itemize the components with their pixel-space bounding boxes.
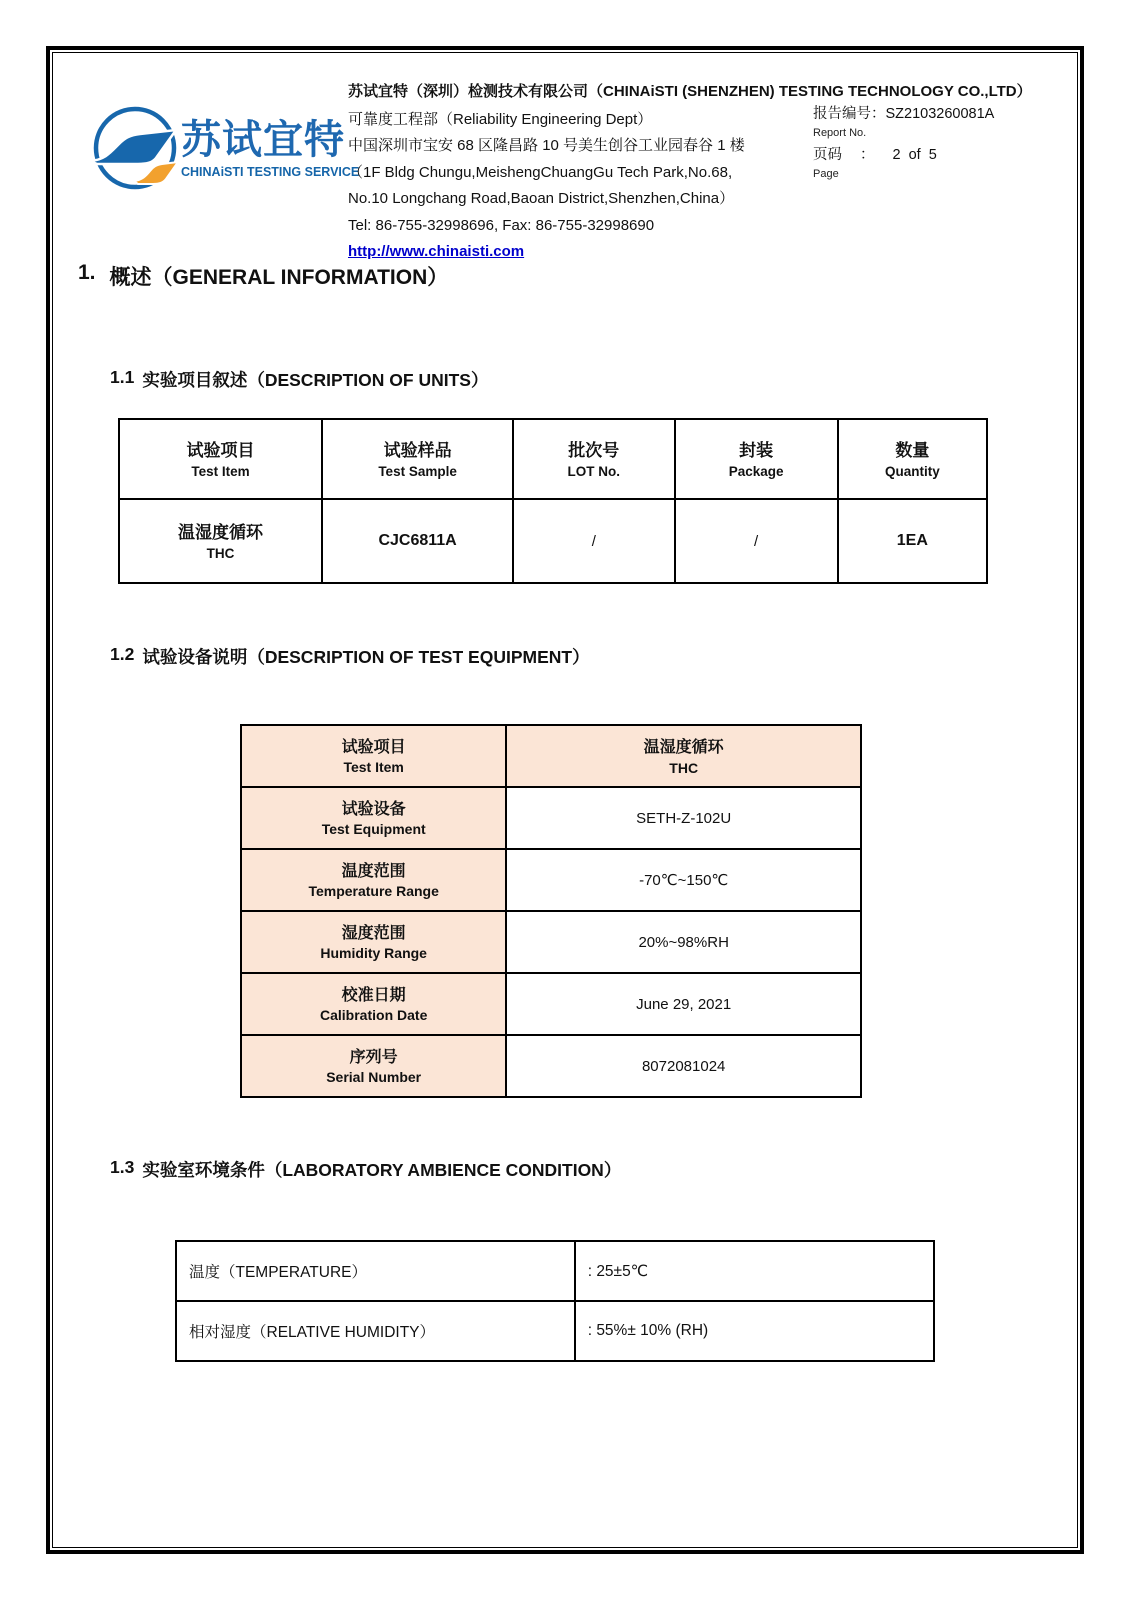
equipment-value-serial-number: 8072081024 bbox=[506, 1035, 861, 1097]
tel-fax-line: Tel: 86-755-32998696, Fax: 86-755-32998690 bbox=[348, 216, 655, 234]
section-1-title: 概述（GENERAL INFORMATION） bbox=[109, 266, 449, 289]
section-1-1-heading bbox=[110, 367, 488, 392]
units-table-header-row bbox=[119, 419, 987, 499]
equipment-value-humidity-range: 20%~98%RH bbox=[506, 911, 861, 973]
units-cell-test-item: 温湿度循环 THC bbox=[119, 499, 322, 583]
website-link[interactable]: http://www.chinaisti.com bbox=[348, 243, 525, 260]
section-1-3-heading bbox=[110, 1157, 621, 1182]
units-cell-test-sample: CJC6811A bbox=[322, 499, 513, 583]
units-header-test-item: 试验项目 Test Item bbox=[119, 419, 322, 499]
equipment-value-calibration-date: June 29, 2021 bbox=[506, 973, 861, 1035]
equipment-value-test-item: 温湿度循环 THC bbox=[506, 725, 861, 787]
address-en-2: No.10 Longchang Road,Baoan District,Shenzhen,China） bbox=[348, 190, 735, 207]
logo-name-en: CHINAiSTI TESTING SERVICE bbox=[181, 165, 360, 179]
equipment-table bbox=[240, 724, 862, 1098]
equipment-value-temperature-range: -70℃~150℃ bbox=[506, 849, 861, 911]
report-no-value: SZ2103260081A bbox=[885, 106, 995, 122]
equipment-row-test-item bbox=[241, 725, 861, 787]
logo-swoosh-orange bbox=[134, 162, 178, 184]
units-table bbox=[118, 418, 988, 584]
units-header-lot-no: 批次号 LOT No. bbox=[513, 419, 674, 499]
page-no-colon: ： bbox=[860, 147, 875, 163]
equipment-row-calibration-date bbox=[241, 973, 861, 1035]
equipment-label-test-equipment: 试验设备 Test Equipment bbox=[241, 787, 506, 849]
units-cell-lot-no: / bbox=[513, 499, 674, 583]
equipment-label-humidity-range: 湿度范围 Humidity Range bbox=[241, 911, 506, 973]
company-name-line: 苏试宜特（深圳）检测技术有限公司（CHINAiSTI (SHENZHEN) TESTING TECHNOLOGY CO.,LTD） bbox=[348, 83, 1032, 100]
section-1-1-title: 实验项目叙述（DESCRIPTION OF UNITS） bbox=[142, 370, 489, 390]
address-en-1: （1F Bldg Chungu,MeishengChuangGu Tech Park,No.68, bbox=[348, 163, 733, 181]
units-cell-quantity: 1EA bbox=[838, 499, 987, 583]
equipment-label-serial-number: 序列号 Serial Number bbox=[241, 1035, 506, 1097]
report-no-label: 报告编号： bbox=[813, 106, 886, 122]
section-1-3-number: 1.3 bbox=[110, 1157, 135, 1177]
ambience-label-temperature: 温度（TEMPERATURE） bbox=[176, 1241, 575, 1301]
units-cell-package: / bbox=[675, 499, 838, 583]
section-1-2-title: 试验设备说明（DESCRIPTION OF TEST EQUIPMENT） bbox=[142, 647, 590, 667]
equipment-label-temperature-range: 温度范围 Temperature Range bbox=[241, 849, 506, 911]
section-1-number: 1. bbox=[78, 261, 96, 284]
equipment-row-test-equipment bbox=[241, 787, 861, 849]
section-1-3-title: 实验室环境条件（LABORATORY AMBIENCE CONDITION） bbox=[142, 1160, 622, 1180]
page-no-label: 页码 bbox=[813, 147, 842, 163]
chinaisti-logo-icon bbox=[88, 101, 182, 195]
units-table-data-row bbox=[119, 499, 987, 583]
equipment-row-temperature-range bbox=[241, 849, 861, 911]
ambience-row-relative-humidity bbox=[176, 1301, 934, 1361]
ambience-label-relative-humidity: 相对湿度（RELATIVE HUMIDITY） bbox=[176, 1301, 575, 1361]
logo-swoosh-blue bbox=[90, 130, 176, 164]
page-no-value: 2 of 5 bbox=[892, 147, 937, 163]
section-1-heading bbox=[78, 261, 448, 291]
logo-name-cn: 苏试宜特 bbox=[181, 118, 345, 162]
equipment-label-test-item: 试验项目 Test Item bbox=[241, 725, 506, 787]
ambience-row-temperature bbox=[176, 1241, 934, 1301]
ambience-value-relative-humidity: : 55%± 10% (RH) bbox=[575, 1301, 934, 1361]
logo-text bbox=[181, 118, 360, 179]
dept-line: 可靠度工程部（Reliability Engineering Dept） bbox=[348, 110, 653, 128]
ambience-table bbox=[175, 1240, 935, 1362]
section-1-2-heading bbox=[110, 644, 590, 669]
section-1-2-number: 1.2 bbox=[110, 644, 135, 664]
equipment-value-test-equipment: SETH-Z-102U bbox=[506, 787, 861, 849]
units-header-test-sample: 试验样品 Test Sample bbox=[322, 419, 513, 499]
units-header-package: 封装 Package bbox=[675, 419, 838, 499]
equipment-label-calibration-date: 校准日期 Calibration Date bbox=[241, 973, 506, 1035]
units-header-quantity: 数量 Quantity bbox=[838, 419, 987, 499]
report-no-sublabel: Report No. bbox=[813, 127, 867, 139]
report-meta bbox=[813, 106, 994, 188]
equipment-row-serial-number bbox=[241, 1035, 861, 1097]
page-no-sublabel: Page bbox=[813, 168, 839, 180]
ambience-value-temperature: : 25±5℃ bbox=[575, 1241, 934, 1301]
section-1-1-number: 1.1 bbox=[110, 367, 135, 387]
equipment-row-humidity-range bbox=[241, 911, 861, 973]
address-cn: 中国深圳市宝安 68 区隆昌路 10 号美生创谷工业园春谷 1 楼 bbox=[348, 137, 745, 154]
